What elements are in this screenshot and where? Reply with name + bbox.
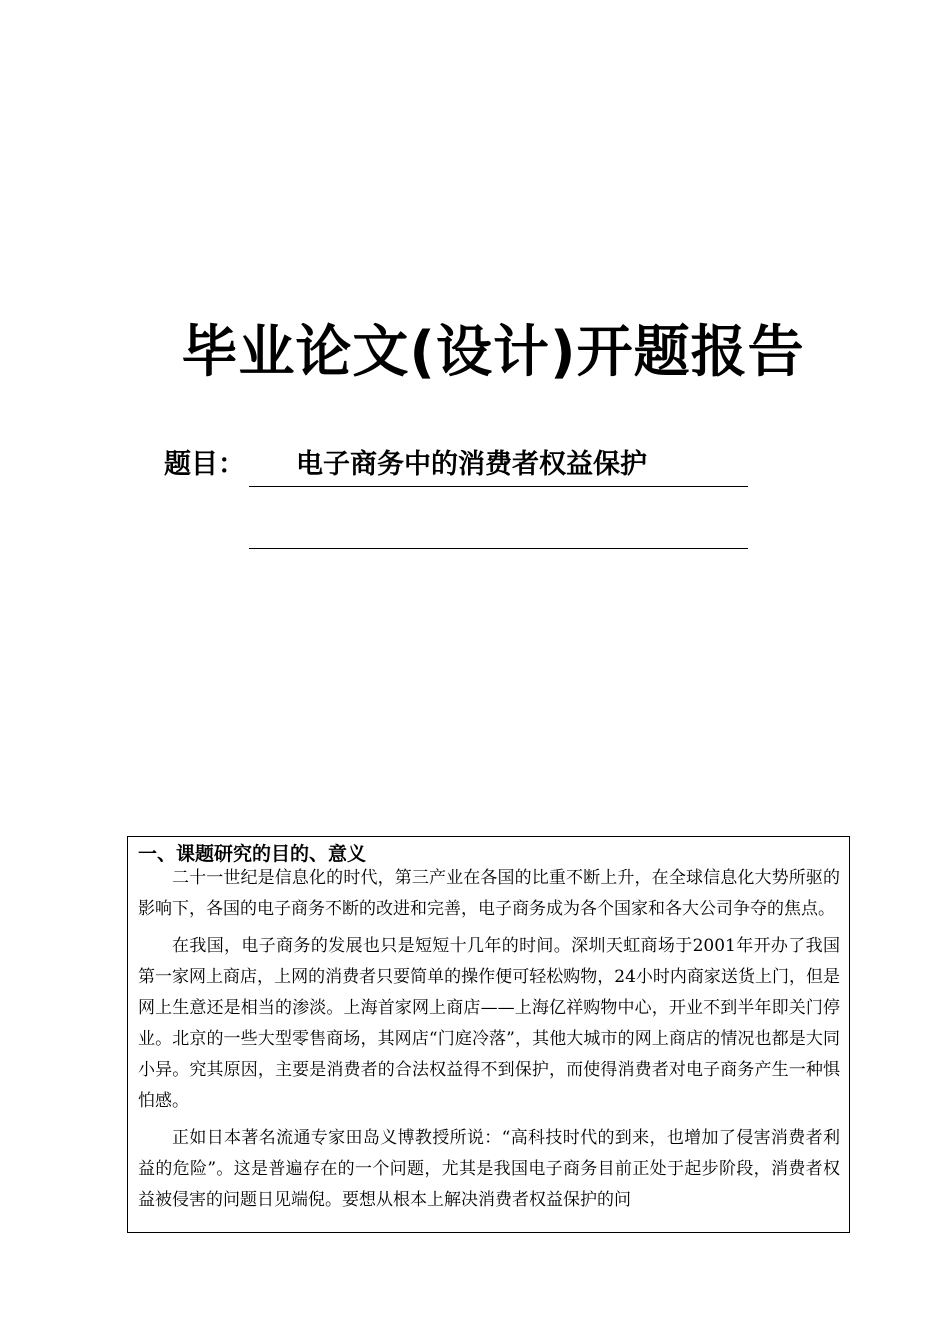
- topic-value: 电子商务中的消费者权益保护: [296, 449, 647, 480]
- paragraph-1: 二十一世纪是信息化的时代，第三产业在各国的比重不断上升，在全球信息化大势所驱的影响下，各国的电子商务不断的改进和完善，电子商务成为各个国家和各大公司争夺的焦点。: [138, 868, 840, 919]
- document-title: 毕业论文(设计)开题报告: [181, 320, 805, 385]
- topic-label: 题目：: [164, 449, 245, 480]
- topic-underline-1: [249, 486, 748, 487]
- paragraph-2: 在我国，电子商务的发展也只是短短十几年的时间。深圳天虹商场于2001年开办了我国第一家网上商店，上网的消费者只要简单的操作便可轻松购物，24小时内商家送货上门，但是网上生意还是相当的渗淡。上海首家网上商店——上海亿祥购物中心，开业不到半年即关门停业。北京的一些大型零售商场，其网店“门庭冷落”，其他大城市的网上商店的情况也都是大同小异。究其原因，主要是消费者的合法权益得不到保护，而使得消费者对电子商务产生一种惧怕感。: [138, 936, 840, 1111]
- section-body: [138, 863, 840, 1222]
- content-box: [127, 836, 850, 1233]
- paragraph-3: 正如日本著名流通专家田岛义博教授所说：“高科技时代的到来，也增加了侵害消费者利益的危险”。这是普遍存在的一个问题，尤其是我国电子商务目前正处于起步阶段，消费者权益被侵害的问题日见端倪。要想从根本上解决消费者权益保护的问: [138, 1128, 840, 1210]
- section-heading: 一、课题研究的目的、意义: [138, 843, 367, 865]
- topic-underline-2: [249, 548, 748, 549]
